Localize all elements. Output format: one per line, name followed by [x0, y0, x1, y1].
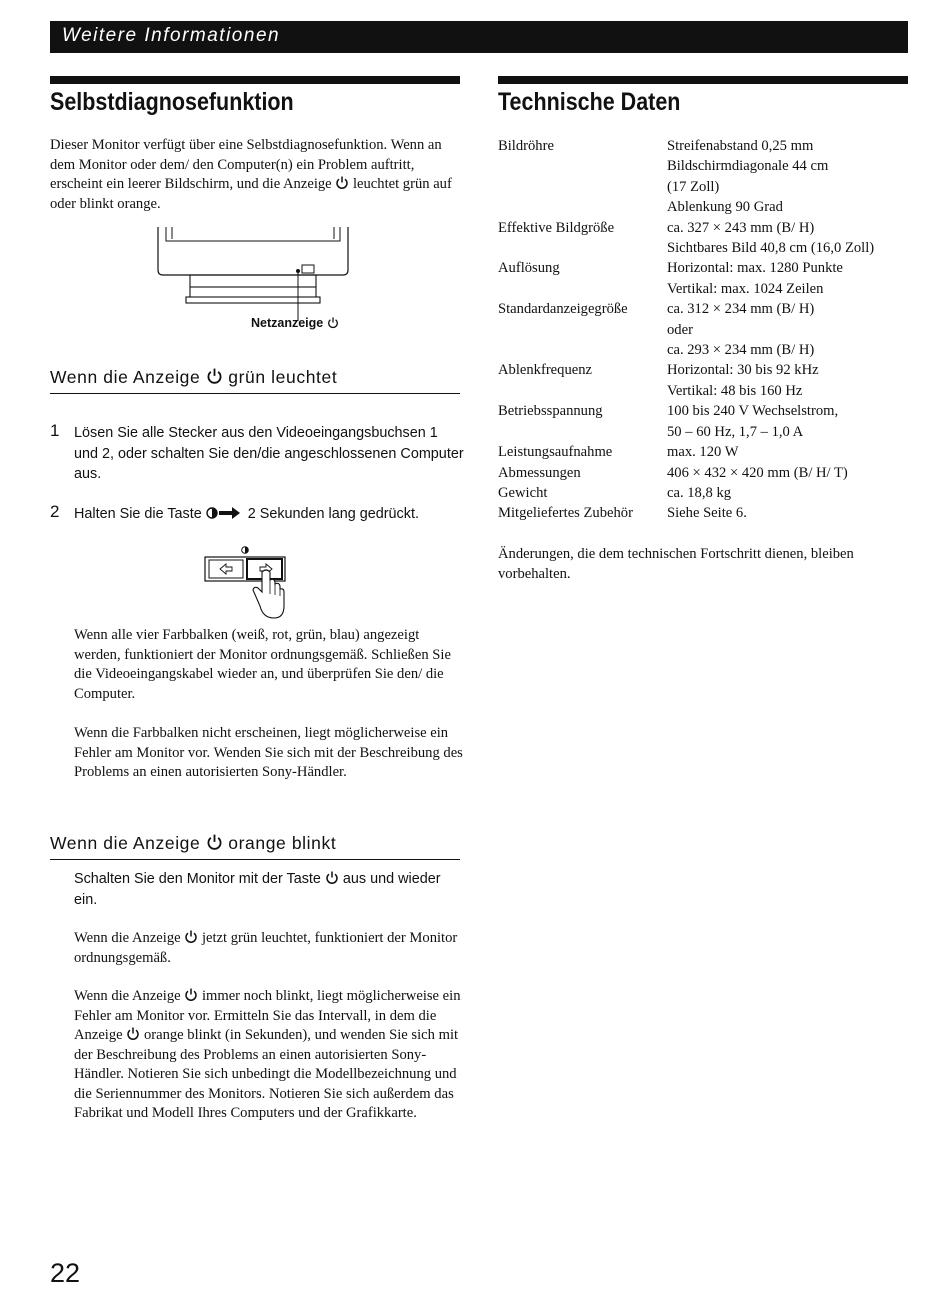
power-icon — [206, 834, 223, 851]
spec-row — [498, 197, 874, 217]
spec-key: Effektive Bildgröße — [498, 219, 615, 236]
spec-value: max. 120 W — [667, 444, 739, 461]
spec-row — [498, 463, 874, 483]
spec-value: Ablenkung 90 Grad — [667, 199, 783, 216]
spec-key: Auflösung — [498, 260, 560, 277]
spec-value: ca. 18,8 kg — [667, 484, 732, 501]
power-icon — [184, 930, 198, 944]
spec-key-empty — [498, 279, 667, 299]
spec-key-empty — [498, 177, 667, 197]
spec-key: Abmessungen — [498, 464, 581, 481]
spec-key: Gewicht — [498, 484, 548, 501]
spec-key-empty — [498, 422, 667, 442]
spec-key: Bildröhre — [498, 138, 554, 154]
spec-key: Leistungsaufnahme — [498, 444, 613, 461]
banner-title: Weitere Informationen — [62, 25, 281, 46]
spec-row — [498, 381, 874, 401]
contrast-arrow-icon — [206, 507, 244, 519]
spec-row — [498, 483, 874, 503]
step-1-text: Lösen Sie alle Stecker aus den Videoeingangsbuchsen 1 und 2, oder schalten Sie den/die angeschlossenen Computer aus. — [74, 425, 464, 482]
spec-key-empty — [498, 320, 667, 340]
spec-row — [498, 320, 874, 340]
intro-tail: leuchtet grün auf oder blinkt orange. — [50, 176, 452, 212]
spec-value: ca. 293 × 234 mm (B/ H) — [667, 342, 815, 359]
step-number: 1 — [50, 421, 60, 440]
heading-rule — [50, 393, 460, 394]
heading-orange — [50, 833, 336, 854]
spec-value: Horizontal: 30 bis 92 kHz — [667, 362, 819, 379]
heading-green-a: Wenn die Anzeige — [50, 367, 201, 387]
spec-key-empty — [498, 381, 667, 401]
intro-paragraph — [50, 136, 462, 214]
heading-orange-b: orange blinkt — [228, 833, 337, 853]
button-press-illustration — [200, 542, 295, 622]
figure-label: Netzanzeige — [251, 316, 324, 330]
orange-instr-a: Schalten Sie den Monitor mit der Taste — [74, 871, 321, 887]
page-number: 22 — [50, 1258, 81, 1288]
orange-p2-a: Wenn die Anzeige — [74, 988, 181, 1004]
orange-p2-c: orange blinkt (in Sekunden), und wenden Sie sich mit der Beschreibung des Problems an einen autorisierten Sony-Händler. Notieren Sie sich unbedingt die Modellbezeichnung und die Seriennummer des Monitors. Notieren Sie sich außerdem das Fabrikat und Modell Ihres Computers und der Grafikkarte. — [74, 1027, 459, 1121]
spec-row — [498, 218, 874, 238]
power-indicator-caption — [251, 316, 339, 330]
spec-key-empty — [498, 197, 667, 217]
power-icon — [325, 871, 339, 885]
section-title-selbstdiagnose: Selbstdiagnosefunktion — [50, 88, 294, 116]
power-icon — [335, 176, 349, 190]
spec-table — [498, 136, 874, 524]
change-notice: Änderungen, die dem technischen Fortschritt dienen, bleiben vorbehalten. — [498, 546, 854, 582]
step-2-b: 2 Sekunden lang gedrückt. — [247, 506, 419, 522]
orange-paragraph-2 — [74, 987, 464, 1124]
spec-value: (17 Zoll) — [667, 178, 720, 195]
spec-row — [498, 238, 874, 258]
section-title-technische-daten: Technische Daten — [498, 88, 681, 116]
step-2-text — [74, 504, 464, 525]
spec-value: 406 × 432 × 420 mm (B/ H/ T) — [667, 464, 848, 481]
title-rule-left — [50, 76, 460, 84]
spec-row — [498, 299, 874, 319]
spec-row — [498, 177, 874, 197]
green-paragraph-1: Wenn alle vier Farbbalken (weiß, rot, grün, blau) angezeigt werden, funktioniert der Monitor ordnungsgemäß. Schließen Sie die Videoeingangskabel wieder an, und überprüfen Sie den/ die Computer. — [74, 627, 451, 702]
heading-green-b: grün leuchtet — [228, 367, 338, 387]
spec-value: Vertikal: max. 1024 Zeilen — [667, 280, 824, 297]
heading-rule — [50, 859, 460, 860]
power-icon — [206, 368, 223, 385]
spec-key-empty — [498, 156, 667, 176]
spec-row — [498, 422, 874, 442]
orange-p1-a: Wenn die Anzeige — [74, 930, 181, 946]
heading-green — [50, 367, 337, 388]
heading-orange-a: Wenn die Anzeige — [50, 833, 201, 853]
power-icon — [126, 1027, 140, 1041]
spec-row — [498, 360, 874, 380]
orange-p2-b: immer noch blinkt, liegt möglicherweise ein Fehler am Monitor vor. Ermitteln Sie das Intervall, in dem die Anzeige — [74, 988, 461, 1043]
orange-paragraph-1 — [74, 929, 466, 968]
title-rule-right — [498, 76, 908, 84]
power-icon — [327, 317, 339, 329]
spec-value: Streifenabstand 0,25 mm — [667, 138, 814, 154]
spec-key-empty — [498, 340, 667, 360]
spec-key-empty — [498, 238, 667, 258]
spec-key: Mitgeliefertes Zubehör — [498, 505, 633, 522]
spec-value: oder — [667, 321, 693, 338]
spec-value: ca. 312 × 234 mm (B/ H) — [667, 301, 815, 318]
spec-row — [498, 279, 874, 299]
step-2-a: Halten Sie die Taste — [74, 506, 202, 522]
step-number: 2 — [50, 502, 60, 521]
orange-p1-b: jetzt grün leuchtet, funktioniert der Monitor ordnungsgemäß. — [74, 930, 458, 966]
section-banner — [50, 21, 908, 53]
spec-value: Horizontal: max. 1280 Punkte — [667, 260, 843, 277]
orange-instruction — [74, 869, 464, 910]
spec-row — [498, 442, 874, 462]
orange-instr-b: aus und wieder ein. — [74, 871, 441, 908]
spec-value: ca. 327 × 243 mm (B/ H) — [667, 219, 815, 236]
spec-key: Ablenkfrequenz — [498, 362, 593, 379]
spec-row — [498, 401, 874, 421]
intro-text: Dieser Monitor verfügt über eine Selbstdiagnosefunktion. Wenn an dem Monitor oder dem/ den Computer(n) ein Problem auftritt, erscheint ein leerer Bildschirm, und die Anzeige — [50, 137, 442, 192]
spec-value: 50 – 60 Hz, 1,7 – 1,0 A — [667, 423, 804, 440]
spec-row — [498, 340, 874, 360]
spec-value: Vertikal: 48 bis 160 Hz — [667, 382, 803, 399]
spec-row — [498, 136, 874, 156]
spec-value: Bildschirmdiagonale 44 cm — [667, 158, 829, 175]
spec-value: Sichtbares Bild 40,8 cm (16,0 Zoll) — [667, 240, 875, 257]
spec-row — [498, 156, 874, 176]
green-paragraph-2: Wenn die Farbbalken nicht erscheinen, liegt möglicherweise ein Fehler am Monitor vor. Wenden Sie sich mit der Beschreibung des Problems an einen autorisierten Sony-Händler. — [74, 725, 463, 780]
power-icon — [184, 988, 198, 1002]
spec-value: Siehe Seite 6. — [667, 505, 747, 522]
spec-key: Betriebsspannung — [498, 403, 603, 420]
spec-row — [498, 258, 874, 278]
spec-key: Standardanzeigegröße — [498, 301, 628, 318]
spec-row — [498, 503, 874, 523]
spec-value: 100 bis 240 V Wechselstrom, — [667, 403, 839, 420]
